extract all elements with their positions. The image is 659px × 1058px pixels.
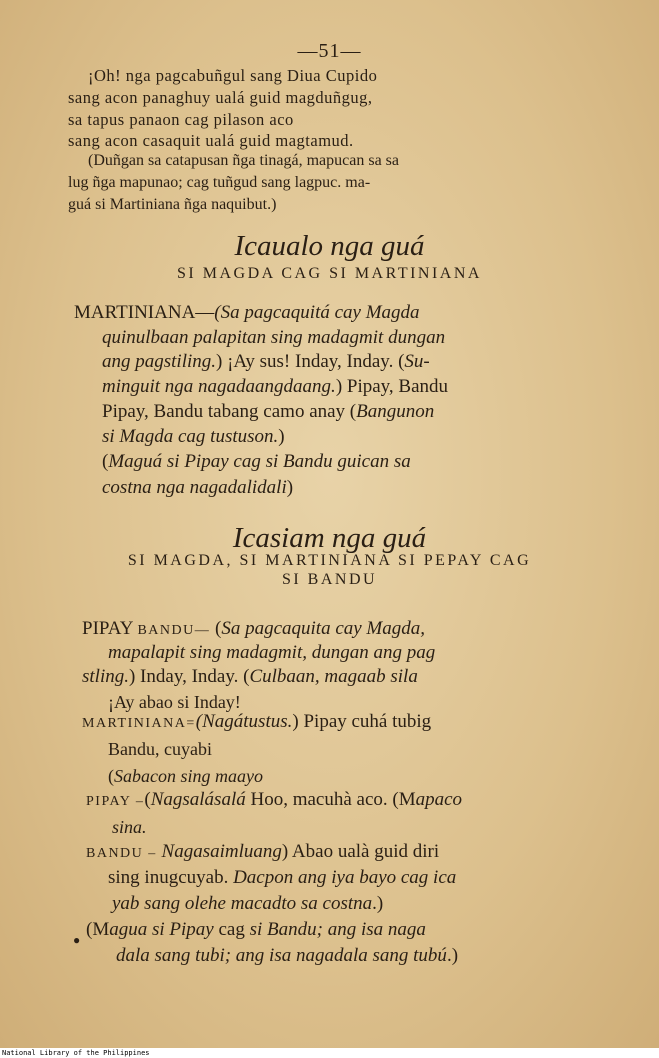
bullet-dot-icon: ● — [73, 933, 81, 947]
dialogue: ) — [278, 426, 285, 447]
verse-line-2: sang acon panaghuy ualá guid magduñgug, — [68, 88, 373, 107]
scene-9-line-6: Bandu, cuyabi — [108, 739, 212, 759]
scene-8-line-6 — [102, 425, 285, 449]
dialogue: cag — [213, 919, 250, 940]
stage-direction: Su- — [404, 351, 430, 372]
dialogue: ( — [215, 618, 222, 639]
stage-direction: yab sang olehe macadto sa costna — [112, 893, 373, 914]
scene-9-characters-line-1: SI MAGDA, SI MARTINIANA SI PEPAY CAG — [127, 552, 532, 569]
dialogue: sing inugcuyab. — [108, 867, 234, 888]
scene-9-line-4: ¡Ay abao si Inday! — [108, 692, 241, 712]
stage-direction: Nagasaimluang — [161, 841, 282, 862]
dialogue: ( — [102, 451, 109, 472]
scene-8-line-8 — [102, 476, 293, 500]
scene-9-line-3 — [82, 665, 418, 689]
scene-9-line-10 — [86, 840, 439, 866]
dialogue: (M — [86, 919, 110, 940]
library-footer: National Library of the Philippines — [2, 1049, 150, 1057]
stage-direction-line-2: lug ñga mapunao; cag tuñgud sang lagpuc. ma- — [68, 174, 371, 191]
stage-direction: Culbaan, magaab sila — [249, 666, 418, 687]
speaker-name: MARTINIANA— — [74, 302, 215, 323]
scene-9-line-9: sina. — [112, 817, 147, 837]
dialogue: ) ¡Ay sus! Inday, Inday. ( — [216, 351, 405, 372]
dialogue: ) — [286, 477, 294, 498]
stage-direction: si Bandu; ang isa naga — [249, 919, 426, 940]
scene-9-line-13 — [86, 918, 426, 942]
stage-direction: Sabacon sing maayo — [114, 766, 263, 786]
stage-direction: costna nga nagadalidali — [102, 477, 287, 498]
scene-8-line-3 — [102, 350, 430, 374]
scene-9-characters-line-2: SI BANDU — [281, 571, 378, 588]
stage-direction: stling. — [82, 666, 129, 687]
stage-direction: (Sa pagcaquitá cay Magda — [214, 302, 420, 323]
scene-9-line-5 — [82, 710, 431, 736]
stage-direction: dala sang tubi; ang isa nagadala sang tubú — [116, 945, 447, 966]
scene-8-line-2: quinulbaan palapitan sing madagmit dungan — [102, 327, 446, 348]
dialogue: ) Inday, Inday. ( — [128, 666, 250, 687]
scene-9-line-1 — [82, 617, 425, 643]
stage-direction: Dacpon ang iya bayo cag ica — [233, 867, 457, 888]
stage-direction: apaco — [415, 789, 463, 810]
scene-8-line-1 — [74, 301, 420, 325]
scene-9-line-12 — [112, 892, 383, 916]
speaker-name: BANDU— — [137, 623, 211, 638]
dialogue: .) — [446, 945, 459, 966]
stage-direction: Bangunon — [356, 401, 435, 422]
stage-direction: si Magda cag tustuson. — [102, 426, 279, 447]
stage-direction: Nagsalásalá — [150, 789, 246, 810]
dialogue: .) — [372, 893, 384, 914]
verse-line-3: sa tapus panaon cag pilason aco — [68, 110, 294, 129]
stage-direction-line-1: (Duñgan sa catapusan ñga tinagá, mapucan sa sa — [88, 152, 399, 169]
scene-8-characters: SI MAGDA CAG SI MARTINIANA — [177, 265, 482, 282]
scene-8-title: Icaualo nga guá — [234, 230, 425, 262]
speaker-name: BANDU – — [86, 846, 157, 861]
verse-line-4: sang acon casaquit ualá guid magtamud. — [68, 131, 354, 150]
scene-9-line-11 — [108, 866, 456, 890]
stage-direction: minguit nga nagadaangdaang. — [102, 376, 336, 397]
scene-9-title: Icasiam nga guá — [232, 522, 427, 554]
dialogue: ( — [144, 789, 151, 810]
speaker-name: PIPAY — [82, 618, 133, 639]
stage-direction: Sa pagcaquita cay Magda, — [221, 618, 426, 639]
dialogue: Hoo, macuhà aco. (M — [245, 789, 416, 810]
stage-direction: agua si Pipay — [109, 919, 214, 940]
stage-direction: Maguá si Pipay cag si Bandu guican sa — [108, 451, 411, 472]
scene-9-line-14 — [116, 944, 458, 968]
speaker-name: MARTINIANA= — [82, 716, 196, 731]
speaker-name: PIPAY – — [86, 794, 145, 809]
stage-direction: ang pagstiling. — [102, 351, 217, 372]
dialogue: ) Pipay, Bandu — [335, 376, 449, 397]
scene-9-line-2: mapalapit sing madagmit, dungan ang pag — [108, 642, 436, 663]
stage-direction-line-3: guá si Martiniana ñga naquibut.) — [68, 196, 277, 213]
stage-direction: (Nagátustus. — [195, 711, 293, 732]
dialogue: ( — [108, 766, 114, 786]
page-number: —51— — [297, 40, 362, 62]
scene-9-line-7 — [108, 764, 263, 788]
dialogue: ) Abao ualà guid diri — [281, 841, 440, 862]
scene-9-line-8 — [86, 788, 462, 814]
dialogue: Pipay, Bandu tabang camo anay ( — [102, 401, 357, 422]
dialogue: ) Pipay cuhá tubig — [292, 711, 432, 732]
scene-8-line-5 — [102, 400, 434, 424]
scene-8-line-4 — [102, 375, 448, 399]
verse-line-1: ¡Oh! nga pagcabuñgul sang Diua Cupido — [88, 66, 378, 85]
scene-8-line-7 — [102, 450, 411, 474]
